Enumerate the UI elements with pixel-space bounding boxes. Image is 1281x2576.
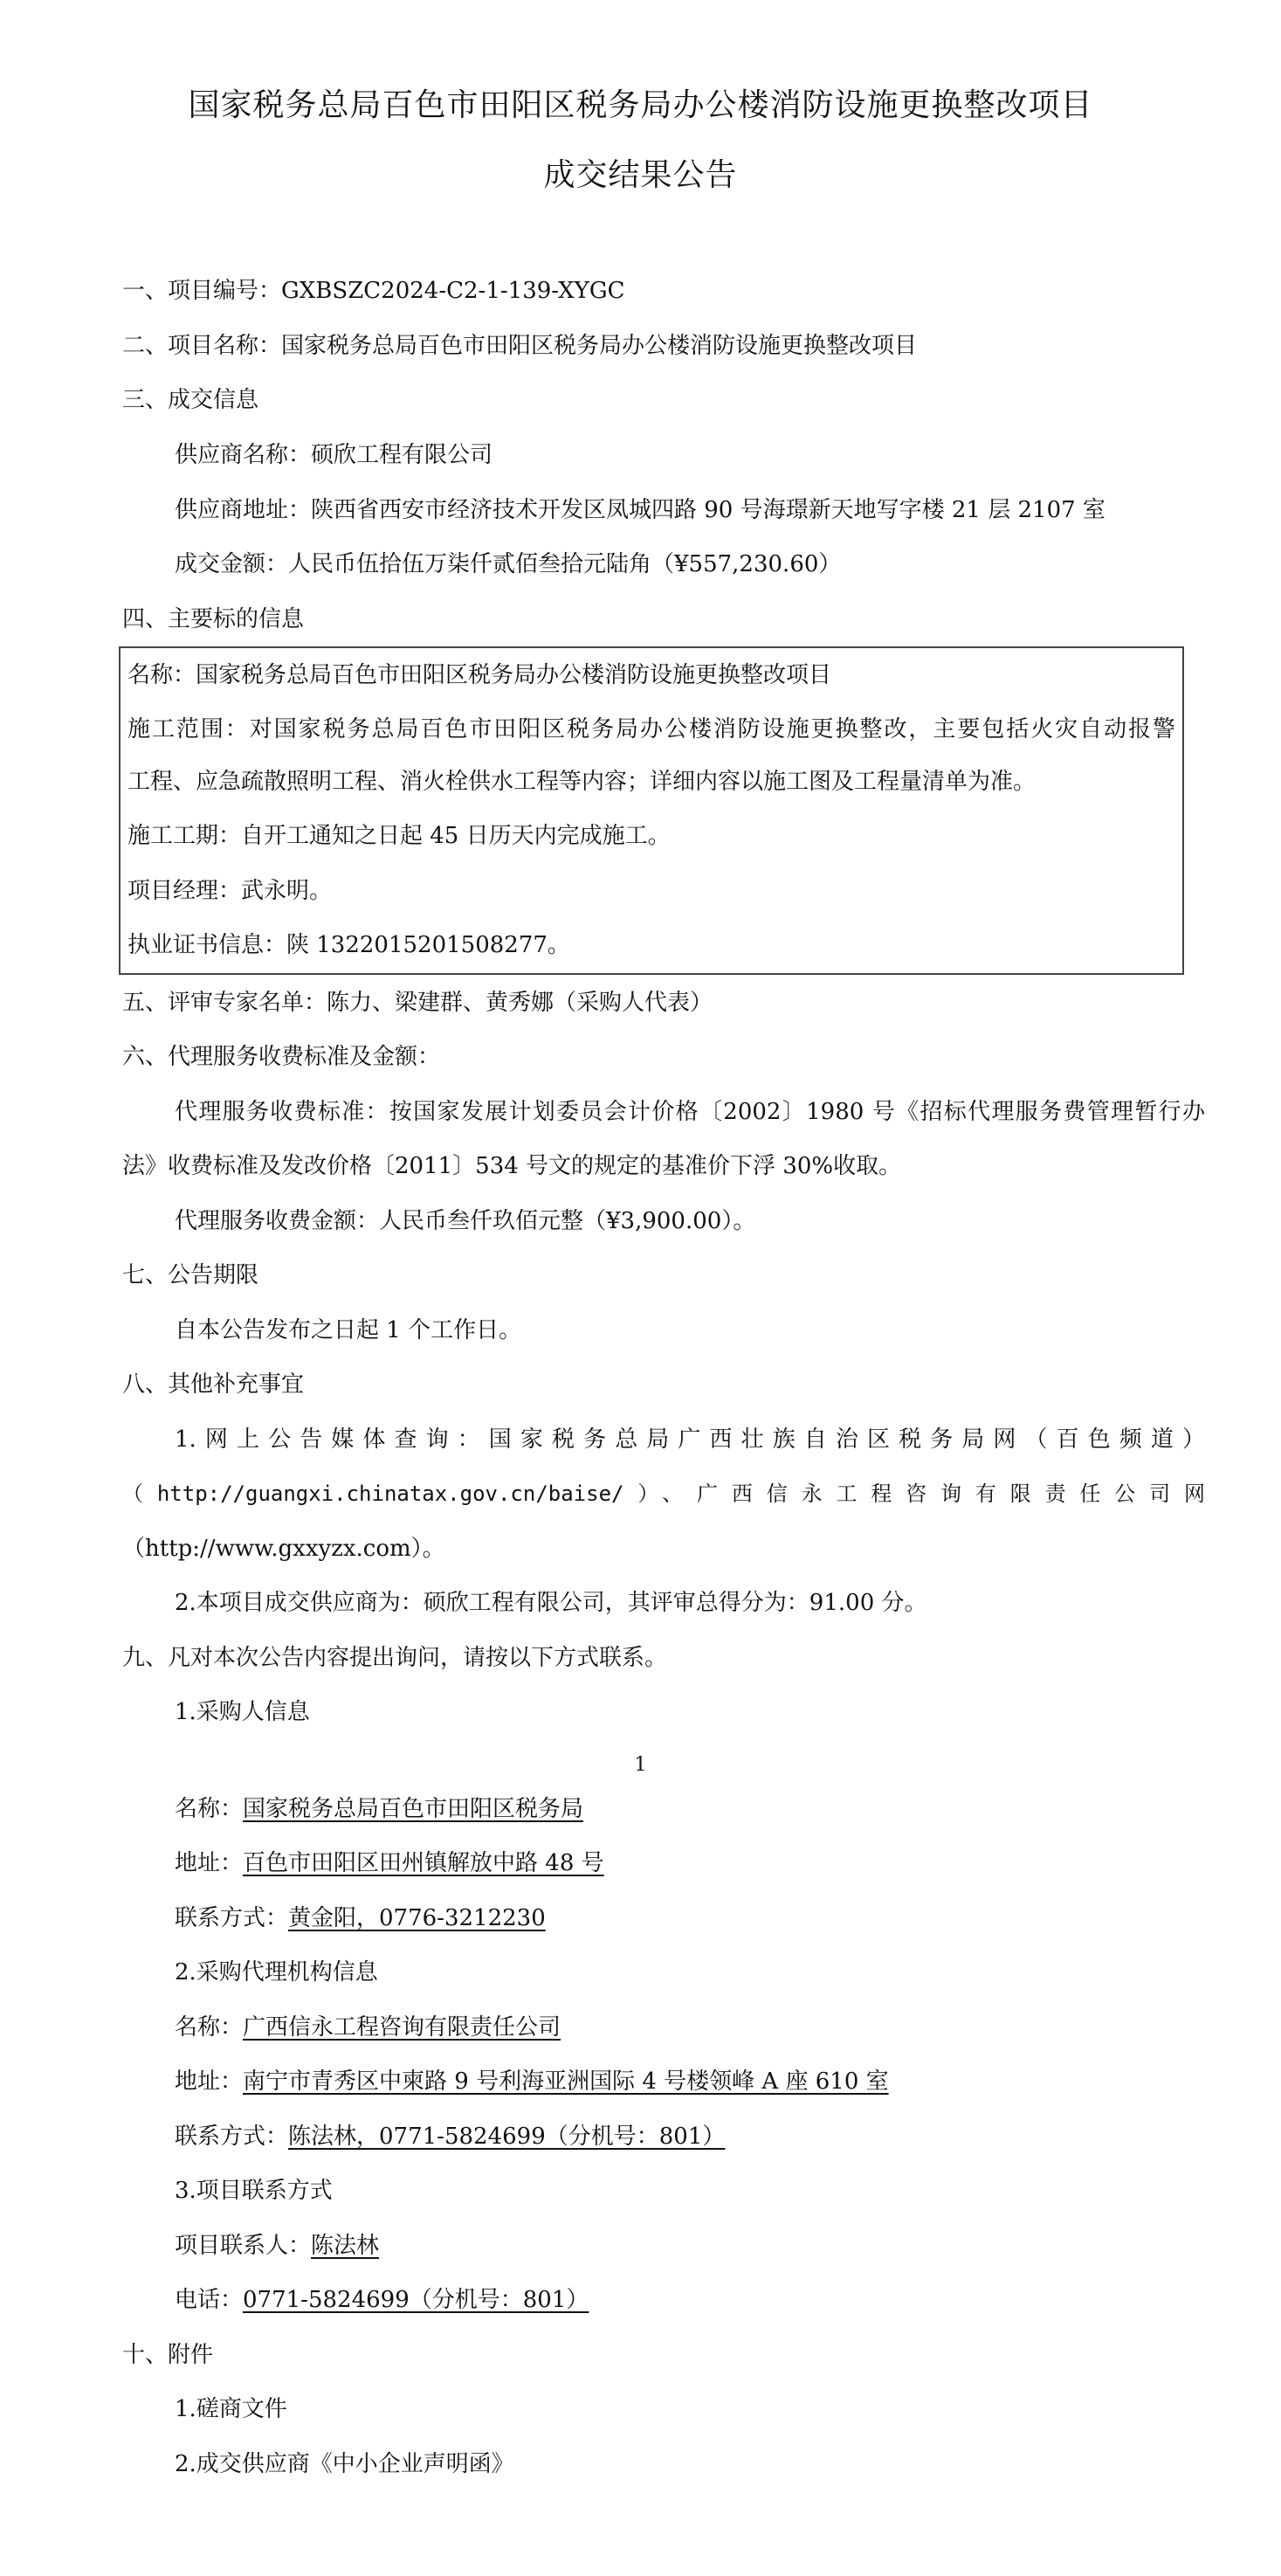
buyer-name-label: 名称： [175, 1796, 244, 1822]
project-contact-heading: 3.项目联系方式 [175, 2178, 333, 2204]
agent-info-heading: 2.采购代理机构信息 [175, 1959, 378, 1986]
buyer-info-heading: 1.采购人信息 [175, 1699, 310, 1725]
agent-address: 南宁市青秀区中柬路 9 号利海亚洲国际 4 号楼领峰 A 座 610 室 [243, 2068, 889, 2095]
document-title: 国家税务总局百色市田阳区税务局办公楼消防设施更换整改项目 [188, 87, 1093, 123]
media-query-line1: 1.网上公告媒体查询：国家税务总局广西壮族自治区税务局网（百色频道） [175, 1426, 1205, 1453]
agent-contact-label: 联系方式： [175, 2124, 289, 2150]
subject-scope-line2: 工程、应急疏散照明工程、消火栓供水工程等内容；详细内容以施工图及工程量清单为准。 [127, 769, 1037, 795]
section-project-number: 一、项目编号：GXBSZC2024-C2-1-139-XYGC [122, 278, 625, 304]
buyer-name-row [175, 1794, 583, 1824]
supplier-address: 供应商地址：陕西省西安市经济技术开发区凤城四路 90 号海璟新天地写字楼 21 层 2107 室 [175, 497, 1105, 523]
section-attachments-heading: 十、附件 [122, 2342, 214, 2368]
section-other-matters-heading: 八、其他补充事宜 [122, 1371, 305, 1398]
attachment-1: 1.磋商文件 [175, 2396, 287, 2422]
section-notice-period-heading: 七、公告期限 [122, 1262, 259, 1288]
agency-fee-amount: 代理服务收费金额：人民币叁仟玖佰元整（¥3,900.00）。 [175, 1208, 756, 1234]
subject-manager: 项目经理：武永明。 [127, 878, 333, 904]
attachment-2: 2.成交供应商《中小企业声明函》 [175, 2451, 514, 2477]
notice-period-text: 自本公告发布之日起 1 个工作日。 [175, 1317, 522, 1343]
agent-address-label: 地址： [175, 2068, 244, 2095]
agency-fee-standard-line2: 法》收费标准及发改价格〔2011〕534 号文的规定的基准价下浮 30%收取。 [122, 1153, 902, 1179]
document-subtitle: 成交结果公告 [543, 157, 738, 193]
section-agency-fee-heading: 六、代理服务收费标准及金额： [122, 1044, 441, 1070]
buyer-contact-label: 联系方式： [175, 1905, 289, 1931]
buyer-address-label: 地址： [175, 1850, 244, 1876]
agency-fee-standard-line1: 代理服务收费标准：按国家发展计划委员会计价格〔2002〕1980 号《招标代理服务费管理暂行办 [175, 1099, 1205, 1125]
buyer-address: 百色市田阳区田州镇解放中路 48 号 [243, 1850, 604, 1876]
agent-name-row [175, 2013, 561, 2042]
section-project-name: 二、项目名称：国家税务总局百色市田阳区税务局办公楼消防设施更换整改项目 [122, 333, 918, 359]
media-query-line3: （http://www.gxxyzx.com）。 [122, 1536, 445, 1562]
agent-contact-row [175, 2122, 725, 2151]
deal-amount: 成交金额：人民币伍拾伍万柒仟贰佰叁拾元陆角（¥557,230.60） [175, 551, 842, 577]
buyer-address-row [175, 1848, 604, 1878]
project-person: 陈法林 [311, 2233, 380, 2259]
project-phone-row [175, 2285, 589, 2315]
buyer-contact-row [175, 1903, 546, 1933]
subject-certificate: 执业证书信息：陕 1322015201508277。 [127, 932, 570, 958]
buyer-contact: 黄金阳，0776-3212230 [288, 1905, 546, 1931]
buyer-name: 国家税务总局百色市田阳区税务局 [243, 1796, 584, 1822]
subject-info-box [119, 646, 1184, 975]
agent-address-row [175, 2067, 889, 2096]
project-phone-label: 电话： [175, 2287, 244, 2313]
subject-scope-line1: 施工范围：对国家税务总局百色市田阳区税务局办公楼消防设施更换整改，主要包括火灾自动报警 [127, 716, 1175, 742]
page-number: 1 [634, 1754, 647, 1776]
supplier-score: 2.本项目成交供应商为：硕欣工程有限公司，其评审总得分为：91.00 分。 [175, 1590, 927, 1616]
media-query-line2: （http://guangxi.chinatax.gov.cn/baise/）、广西信永工程咨询有限责任公司网 [122, 1481, 1205, 1506]
project-person-row [175, 2231, 379, 2261]
section-contact-heading: 九、凡对本次公告内容提出询问，请按以下方式联系。 [122, 1645, 668, 1671]
subject-period: 施工工期：自开工通知之日起 45 日历天内完成施工。 [127, 823, 671, 849]
agent-contact: 陈法林，0771-5824699（分机号：801） [288, 2124, 726, 2150]
project-phone: 0771-5824699（分机号：801） [243, 2287, 589, 2313]
supplier-name: 供应商名称：硕欣工程有限公司 [175, 442, 493, 468]
section-deal-info-heading: 三、成交信息 [122, 387, 259, 413]
section-main-subject-heading: 四、主要标的信息 [122, 606, 305, 632]
subject-name: 名称：国家税务总局百色市田阳区税务局办公楼消防设施更换整改项目 [127, 662, 832, 688]
section-experts: 五、评审专家名单：陈力、梁建群、黄秀娜（采购人代表） [122, 990, 713, 1016]
project-person-label: 项目联系人： [175, 2233, 312, 2259]
agent-name: 广西信永工程咨询有限责任公司 [243, 2014, 561, 2041]
agent-name-label: 名称： [175, 2014, 244, 2041]
